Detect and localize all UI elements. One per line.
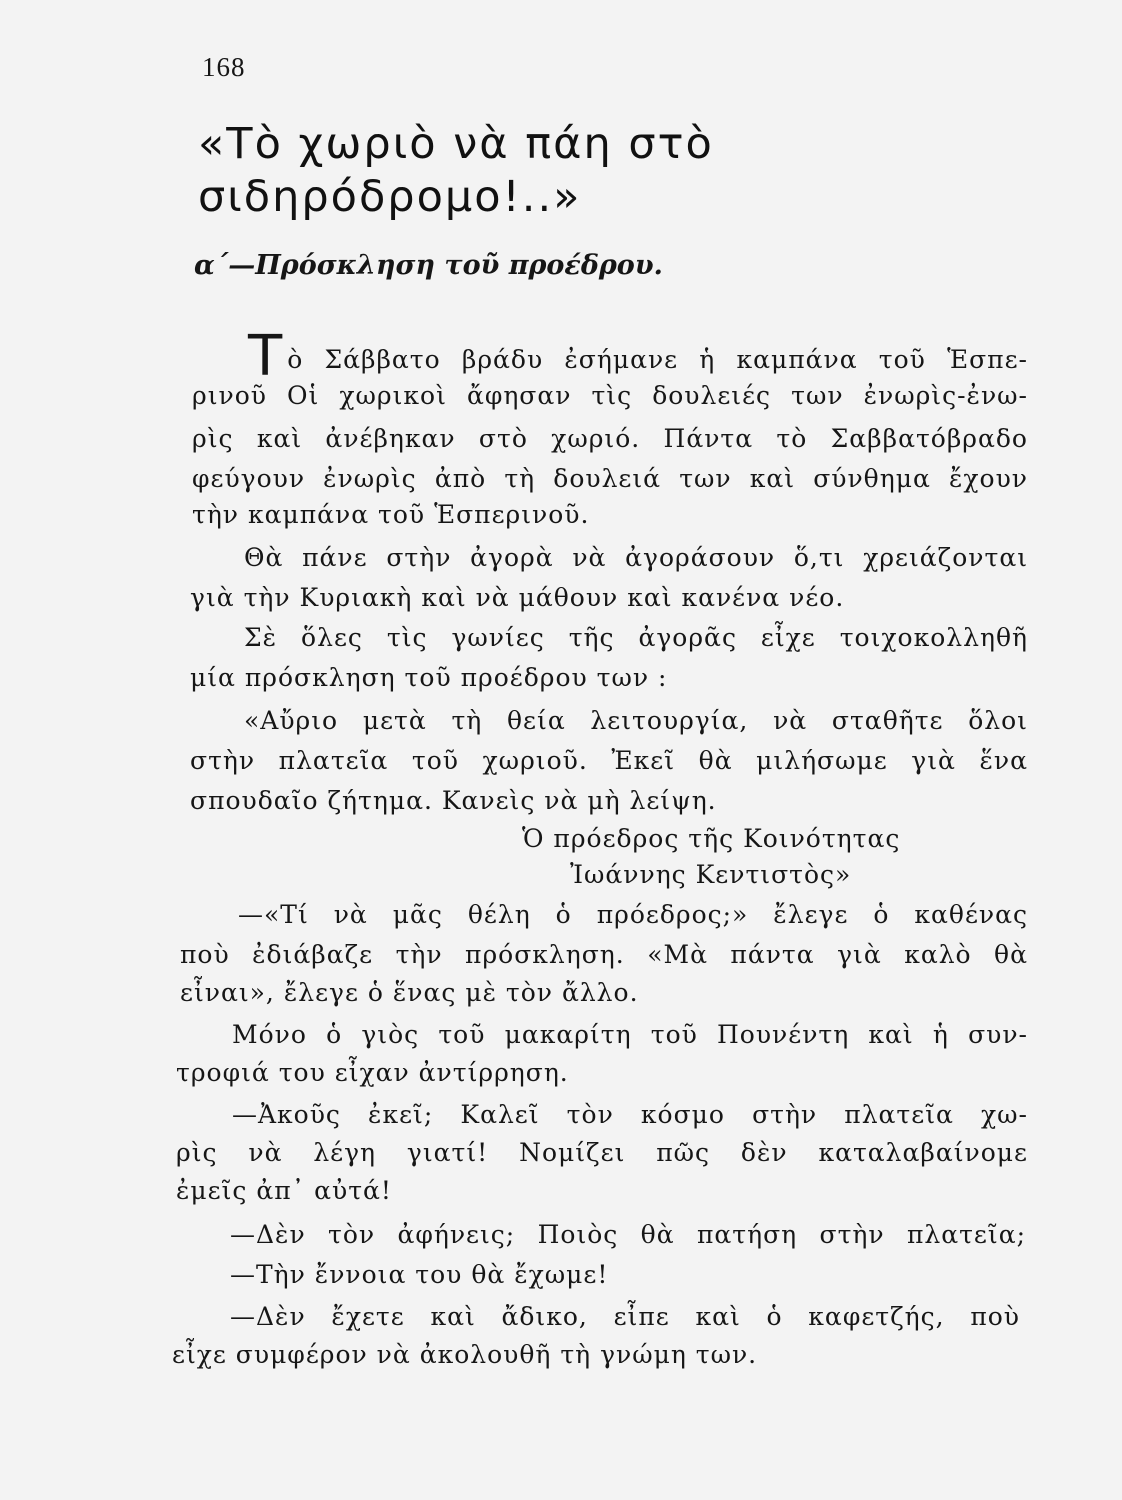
page-number: 168	[202, 52, 246, 82]
paragraph-10-line-2: εἶχε συμφέρον νὰ ἀκολουθῆ τὴ γνώμη των.	[172, 1340, 758, 1369]
paragraph-10-line-1: —Δὲν ἔχετε καὶ ἄδικο, εἶπε καὶ ὁ καφετζής, ποὺ	[230, 1302, 1020, 1331]
paragraph-9-line-1: —Τὴν ἔννοια του θὰ ἔχωμε!	[230, 1260, 609, 1289]
chapter-title	[198, 118, 898, 224]
paragraph-5-line-3: εἶναι», ἔλεγε ὁ ἕνας μὲ τὸν ἄλλο.	[180, 978, 639, 1007]
paragraph-1-line-4: φεύγουν ἐνωρὶς ἀπὸ τὴ δουλειά των καὶ σύνθημα ἔχουν	[192, 464, 1028, 493]
section-heading: α΄—Πρόσκληση τοῦ προέδρου.	[194, 250, 663, 281]
paragraph-5-line-1: —«Τί νὰ μᾶς θέλη ὁ πρόεδρος;» ἔλεγε ὁ καθένας	[238, 900, 1028, 929]
paragraph-7-line-1: —Ἀκοῦς ἐκεῖ; Καλεῖ τὸν κόσμο στὴν πλατεῖα χω-	[232, 1100, 1028, 1129]
paragraph-2-line-1: Θὰ πάνε στὴν ἀγορὰ νὰ ἀγοράσουν ὅ,τι χρειάζονται	[244, 543, 1028, 572]
paragraph-1-line-1-text: ὸ Σάββατο βράδυ ἐσήμανε ἡ καμπάνα τοῦ Ἑσπε-	[287, 345, 1028, 374]
chapter-title-line-1: «Τὸ χωριὸ νὰ πάη στὸ	[198, 119, 714, 169]
paragraph-4-line-3: σπουδαῖο ζήτημα. Κανεὶς νὰ μὴ λείψη.	[190, 786, 717, 815]
paragraph-4-line-2: στὴν πλατεῖα τοῦ χωριοῦ. Ἐκεῖ θὰ μιλήσωμε γιὰ ἕνα	[190, 746, 1028, 775]
paragraph-3-line-1: Σὲ ὅλες τὶς γωνίες τῆς ἀγορᾶς εἶχε τοιχοκολληθῆ	[244, 623, 1028, 652]
chapter-title-line-2: σιδηρόδρομο!..»	[198, 172, 582, 222]
paragraph-3-line-2: μία πρόσκληση τοῦ προέδρου των :	[190, 663, 668, 692]
paragraph-5-line-2: ποὺ ἐδιάβαζε τὴν πρόσκληση. «Μὰ πάντα γιὰ καλὸ θὰ	[180, 940, 1028, 969]
paragraph-7-line-2: ρὶς νὰ λέγη γιατί! Νομίζει πῶς δὲν καταλαβαίνομε	[176, 1138, 1028, 1167]
paragraph-7-line-3: ἐμεῖς ἀπ᾿ αὐτά!	[176, 1176, 392, 1205]
paragraph-1-line-3: ρὶς καὶ ἀνέβηκαν στὸ χωριό. Πάντα τὸ Σαββατόβραδο	[192, 424, 1028, 453]
signature-line-2: Ἰωάννης Κεντιστὸς»	[570, 860, 852, 889]
paragraph-8-line-1: —Δὲν τὸν ἀφήνεις; Ποιὸς θὰ πατήση στὴν πλατεῖα;	[230, 1220, 1026, 1249]
signature-line-1: Ὁ πρόεδρος τῆς Κοινότητας	[522, 824, 901, 853]
paragraph-6-line-1: Μόνο ὁ γιὸς τοῦ μακαρίτη τοῦ Πουνέντη καὶ ἡ συν-	[232, 1020, 1028, 1049]
paragraph-4-line-1: «Αὔριο μετὰ τὴ θεία λειτουργία, νὰ σταθῆτε ὅλοι	[244, 706, 1028, 735]
paragraph-6-line-2: τροφιά του εἶχαν ἀντίρρηση.	[176, 1058, 569, 1087]
paragraph-1-line-5: τὴν καμπάνα τοῦ Ἑσπερινοῦ.	[192, 500, 590, 529]
paragraph-2-line-2: γιὰ τὴν Κυριακὴ καὶ νὰ μάθουν καὶ κανένα νέο.	[190, 583, 845, 612]
paragraph-1-line-2: ρινοῦ Οἱ χωρικοὶ ἄφησαν τὶς δουλειές των ἐνωρὶς-ἐνω-	[192, 381, 1028, 410]
drop-cap: T	[248, 324, 284, 389]
paragraph-1-line-1	[248, 324, 1028, 389]
